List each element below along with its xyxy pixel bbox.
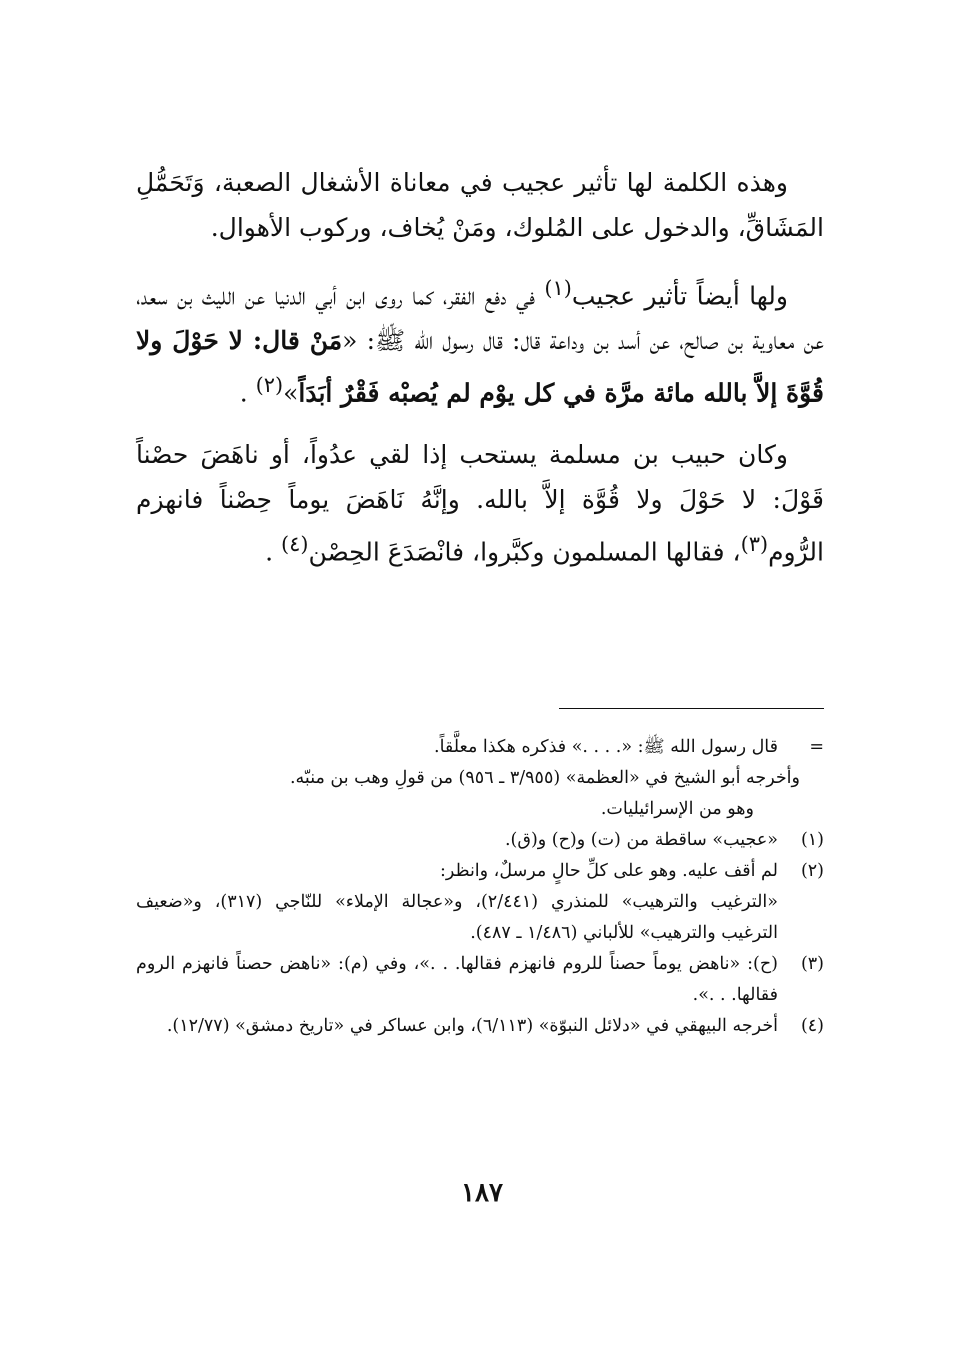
footnote-ref-4[interactable]: (٤): [280, 531, 309, 556]
footnote-4: (٤) أخرجه البيهقي في «دلائل النبوّة» (٦/١١٣)، وابن عساكر في «تاريخ دمشق» (١٢/٧٧).: [136, 1011, 824, 1042]
footnote-number: (٤): [800, 1016, 824, 1036]
page-number: ١٨٧: [461, 1178, 503, 1208]
footnote-continuation-text: وهو من الإسرائيليات.: [600, 799, 754, 819]
footnote-2-continuation: «الترغيب والترهيب» للمنذري (٢/٤٤١)، و«عجالة الإملاء» للنّاجي (٣١٧)، و«ضعيف الترغيب والترهيب» للألباني (١/٤٨٦ ـ ٤٨٧).: [136, 892, 778, 943]
footnote-separator: [559, 708, 824, 709]
paragraph-1: وهذه الكلمة لها تأثير عجيب في معاناة الأشغال الصعبة، وَتَحَمُّلِ المَشَاقِّ، والدخول على المُلوك، ومَنْ يُخاف، وركوب الأهوال.: [136, 168, 824, 242]
footnote-ref-2[interactable]: (٢): [255, 373, 284, 398]
main-text: [136, 160, 824, 590]
footnote-number: (٣): [800, 954, 824, 974]
footnotes: [136, 732, 824, 1042]
footnote-number: (١): [800, 830, 824, 850]
footnote-3: (٣) (ح): «ناهض يوماً حصناً للروم فانهزم فقالها. . .»، وفي (م): «ناهض حصناً فانهزم الروم فقالها. . .».: [136, 949, 824, 1011]
continuation-marker: =: [809, 737, 824, 757]
footnote-continuation: = قال رسول الله ﷺ: «. . . .» فذكره هكذا معلَّقاً.: [136, 732, 824, 763]
footnote-1: (١) «عجيب» ساقطة من (ت) و(ح) و(ق).: [136, 825, 824, 856]
footnote-continuation-text: وأخرجه أبو الشيخ في «العظمة» (٣/٩٥٥ ـ ٩٥٦) من قولِ وهب بن منبّه.: [289, 768, 800, 788]
paragraph-3: وكان حبيب بن مسلمة يستحب إذا لقي عدُواً، أو ناهَضَ حصْناً قَوْلَ: لا حَوْلَ ولا قُوَّة إلاَّ بالله. وإنَّهُ نَاهَضَ يوماً حِصْناً فانهزم الرُّوم$^{(٣)}$، فقالها المسلمون وكبَّروا، فانْصَدَعَ الحِصْن$^{(٤)}$ .: [136, 439, 824, 566]
footnote-number: (٢): [800, 861, 824, 881]
paragraph-2: ولها أيضاً تأثير عجيب$^{(١)}$ في دفع الفقر، كما روى ابن أبي الدنيا عن الليث بن سعد، عن معاوية بن صالح، عن أسد بن وداعة قال: قال رسول الله ﷺ: «مَنْ قال: لا حَوْلَ ولا قُوَّةَ إلاَّ بالله مائة مرَّة في كل يوْم لم يُصبْه فَقْرٌ أبَدَاً»$^{(٢)}$ .: [136, 276, 824, 408]
footnote-2: (٢) لم أقف عليه. وهو على كلِّ حالٍ مرسلٌ، وانظر:: [136, 856, 824, 887]
footnote-ref-3[interactable]: (٣): [740, 531, 769, 556]
hadith-quote: مَنْ قال: لا حَوْلَ ولا قُوَّةَ إلاَّ بالله مائة مرَّة في كل يوْم لم يُصبْه فَقْرٌ أبَدَاً: [136, 326, 824, 408]
footnote-ref-1[interactable]: (١): [544, 276, 572, 300]
